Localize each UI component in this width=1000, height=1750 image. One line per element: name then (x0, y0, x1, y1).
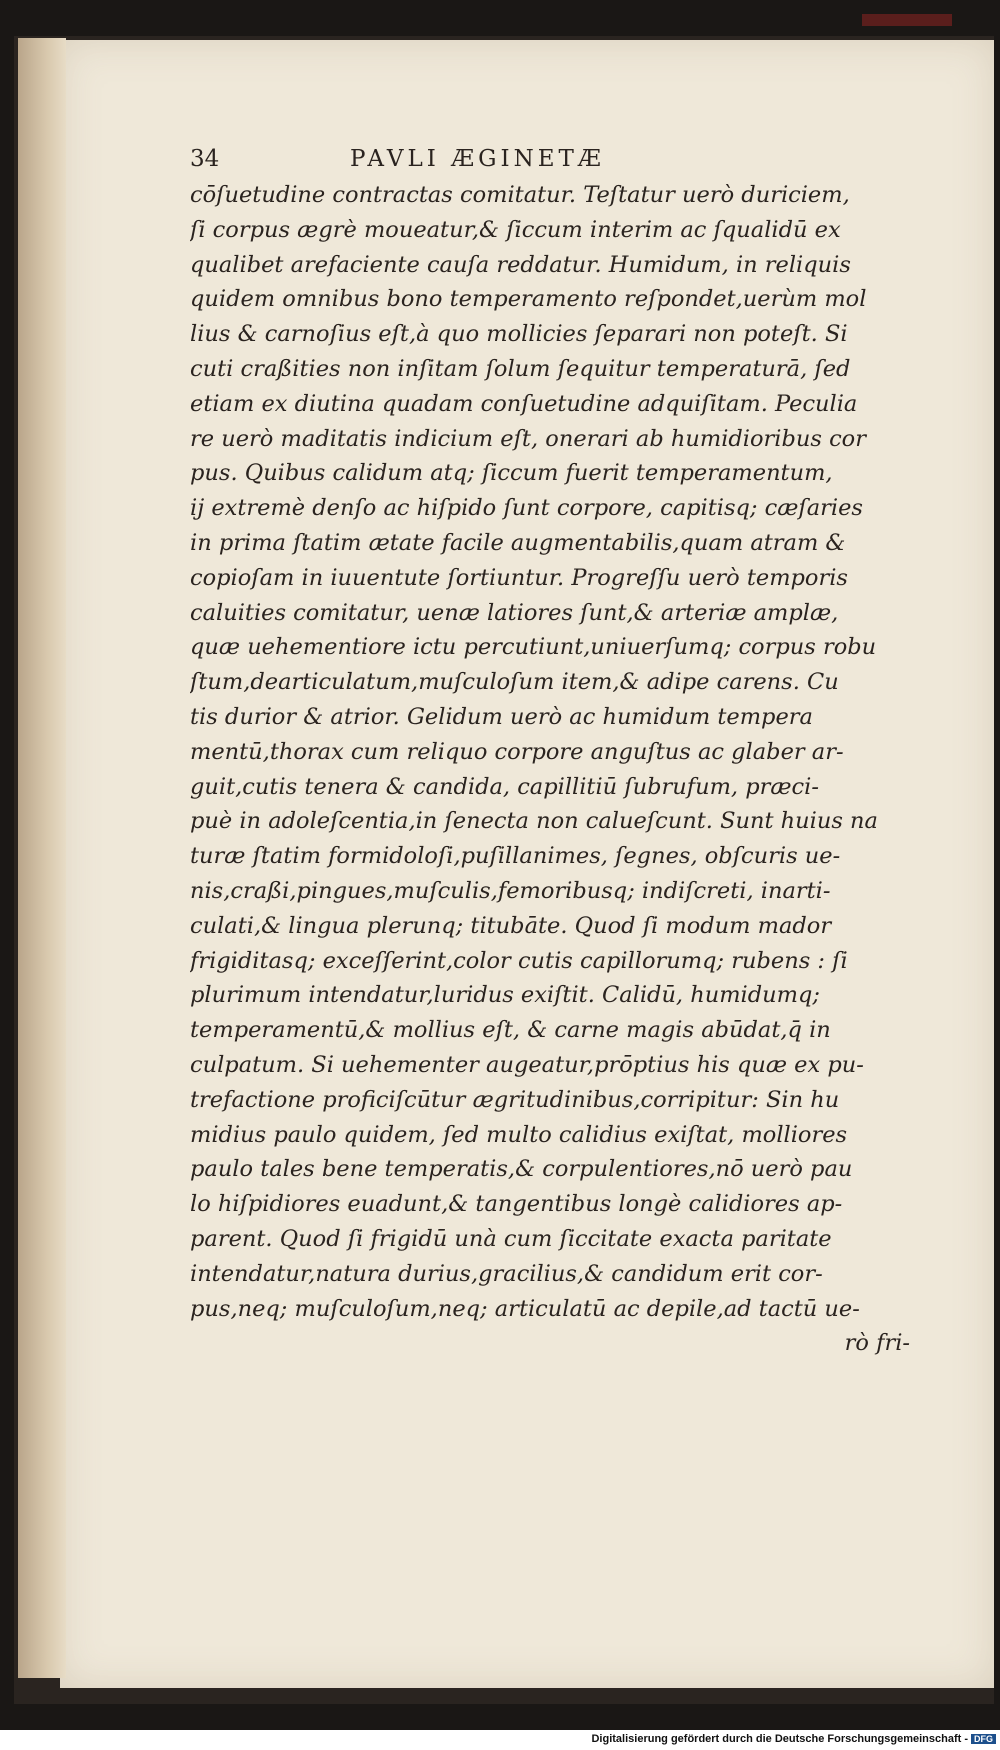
text-line: quidem omnibus bono temperamento reſpondet,uerùm mol (190, 286, 867, 313)
text-line: copioſam in iuuentute ſortiuntur. Progreſſu uerò temporis (190, 564, 848, 591)
running-title: PAVLI ÆGINETÆ (350, 146, 605, 172)
text-line: ſi corpus ægrè moueatur,& ſiccum interim ac ſqualidū ex (190, 216, 841, 243)
text-line: trefactione proficiſcūtur ægritudinibus,corripitur: Sin hu (190, 1086, 840, 1113)
text-line: midius paulo quidem, ſed multo calidius exiſtat, molliores (190, 1121, 848, 1148)
page-header (190, 146, 920, 178)
text-line: temperamentū,& mollius eſt, & carne magis abūdat,q̄ in (190, 1017, 831, 1044)
text-block (190, 146, 920, 1361)
text-line: culati,& lingua plerunq; titubāte. Quod ſi modum mador (190, 912, 832, 939)
text-line: paulo tales bene temperatis,& corpulentiores,nō uerò pau (190, 1156, 853, 1183)
text-line: tis durior & atrior. Gelidum uerò ac humidum tempera (190, 703, 813, 730)
text-line: culpatum. Si uehementer augeatur,prōptius his quæ ex pu- (190, 1051, 864, 1078)
body-text (190, 178, 920, 1326)
text-line: qualibet arefaciente cauſa reddatur. Humidum, in reliquis (190, 251, 851, 278)
text-line: puè in adoleſcentia,in ſenecta non calueſcunt. Sunt huius na (190, 808, 878, 835)
text-line: guit,cutis tenera & candida, capillitiū ſubrufum, præci- (190, 773, 819, 800)
credit-text: Digitalisierung gefördert durch die Deutsche Forschungsgemeinschaft - (591, 1733, 968, 1745)
catchword: rò fri- (844, 1330, 910, 1357)
text-line: pus,neq; muſculoſum,neq; articulatū ac depile,ad tactū ue- (190, 1295, 860, 1322)
text-line: caluities comitatur, uenæ latiores ſunt,& arteriæ amplæ, (190, 599, 839, 626)
dfg-logo-icon: DFG (971, 1734, 996, 1744)
text-line: cōſuetudine contractas comitatur. Teſtatur uerò duriciem, (190, 182, 850, 208)
text-line: intendatur,natura durius,gracilius,& candidum erit cor- (190, 1260, 823, 1287)
text-line: in prima ſtatim ætate facile augmentabilis,quam atram & (190, 529, 846, 556)
text-line: lo hiſpidiores euadunt,& tangentibus longè calidiores ap- (190, 1191, 843, 1218)
text-line: frigiditasq; exceſſerint,color cutis capillorumq; rubens : ſi (190, 947, 848, 974)
text-line: plurimum intendatur,luridus exiſtit. Calidū, humidumq; (190, 982, 820, 1009)
bookmark-tab (862, 14, 952, 26)
text-line: quæ uehementiore ictu percutiunt,uniuerſumq; corpus robu (190, 634, 877, 661)
digitization-credit (591, 1733, 996, 1745)
text-line: etiam ex diutina quadam conſuetudine adquiſitam. Peculia (190, 390, 858, 417)
text-line: mentū,thorax cum reliquo corpore anguſtus ac glaber ar- (190, 738, 844, 765)
text-line: pus. Quibus calidum atq; ſiccum fuerit temperamentum, (190, 460, 833, 487)
text-line: ij extremè denſo ac hiſpido ſunt corpore, capitisq; cæſaries (190, 495, 863, 522)
text-line: nis,craßi,pingues,muſculis,femoribusq; indiſcreti, inarti- (190, 877, 831, 904)
page-number: 34 (190, 146, 220, 172)
text-line: ſtum,dearticulatum,muſculoſum item,& adipe carens. Cu (190, 669, 839, 696)
page-gutter (18, 38, 66, 1678)
text-line: re uerò maditatis indicium eſt, onerari ab humidioribus cor (190, 425, 866, 452)
text-line: parent. Quod ſi frigidū unà cum ſiccitate exacta paritate (190, 1225, 832, 1252)
text-line: turæ ſtatim formidoloſi,puſillanimes, ſegnes, obſcuris ue- (190, 843, 841, 870)
text-line: lius & carnoſius eſt,à quo mollicies ſeparari non poteſt. Si (190, 321, 848, 348)
text-line: cuti craßities non inſitam ſolum ſequitur temperaturā, ſed (190, 355, 851, 382)
